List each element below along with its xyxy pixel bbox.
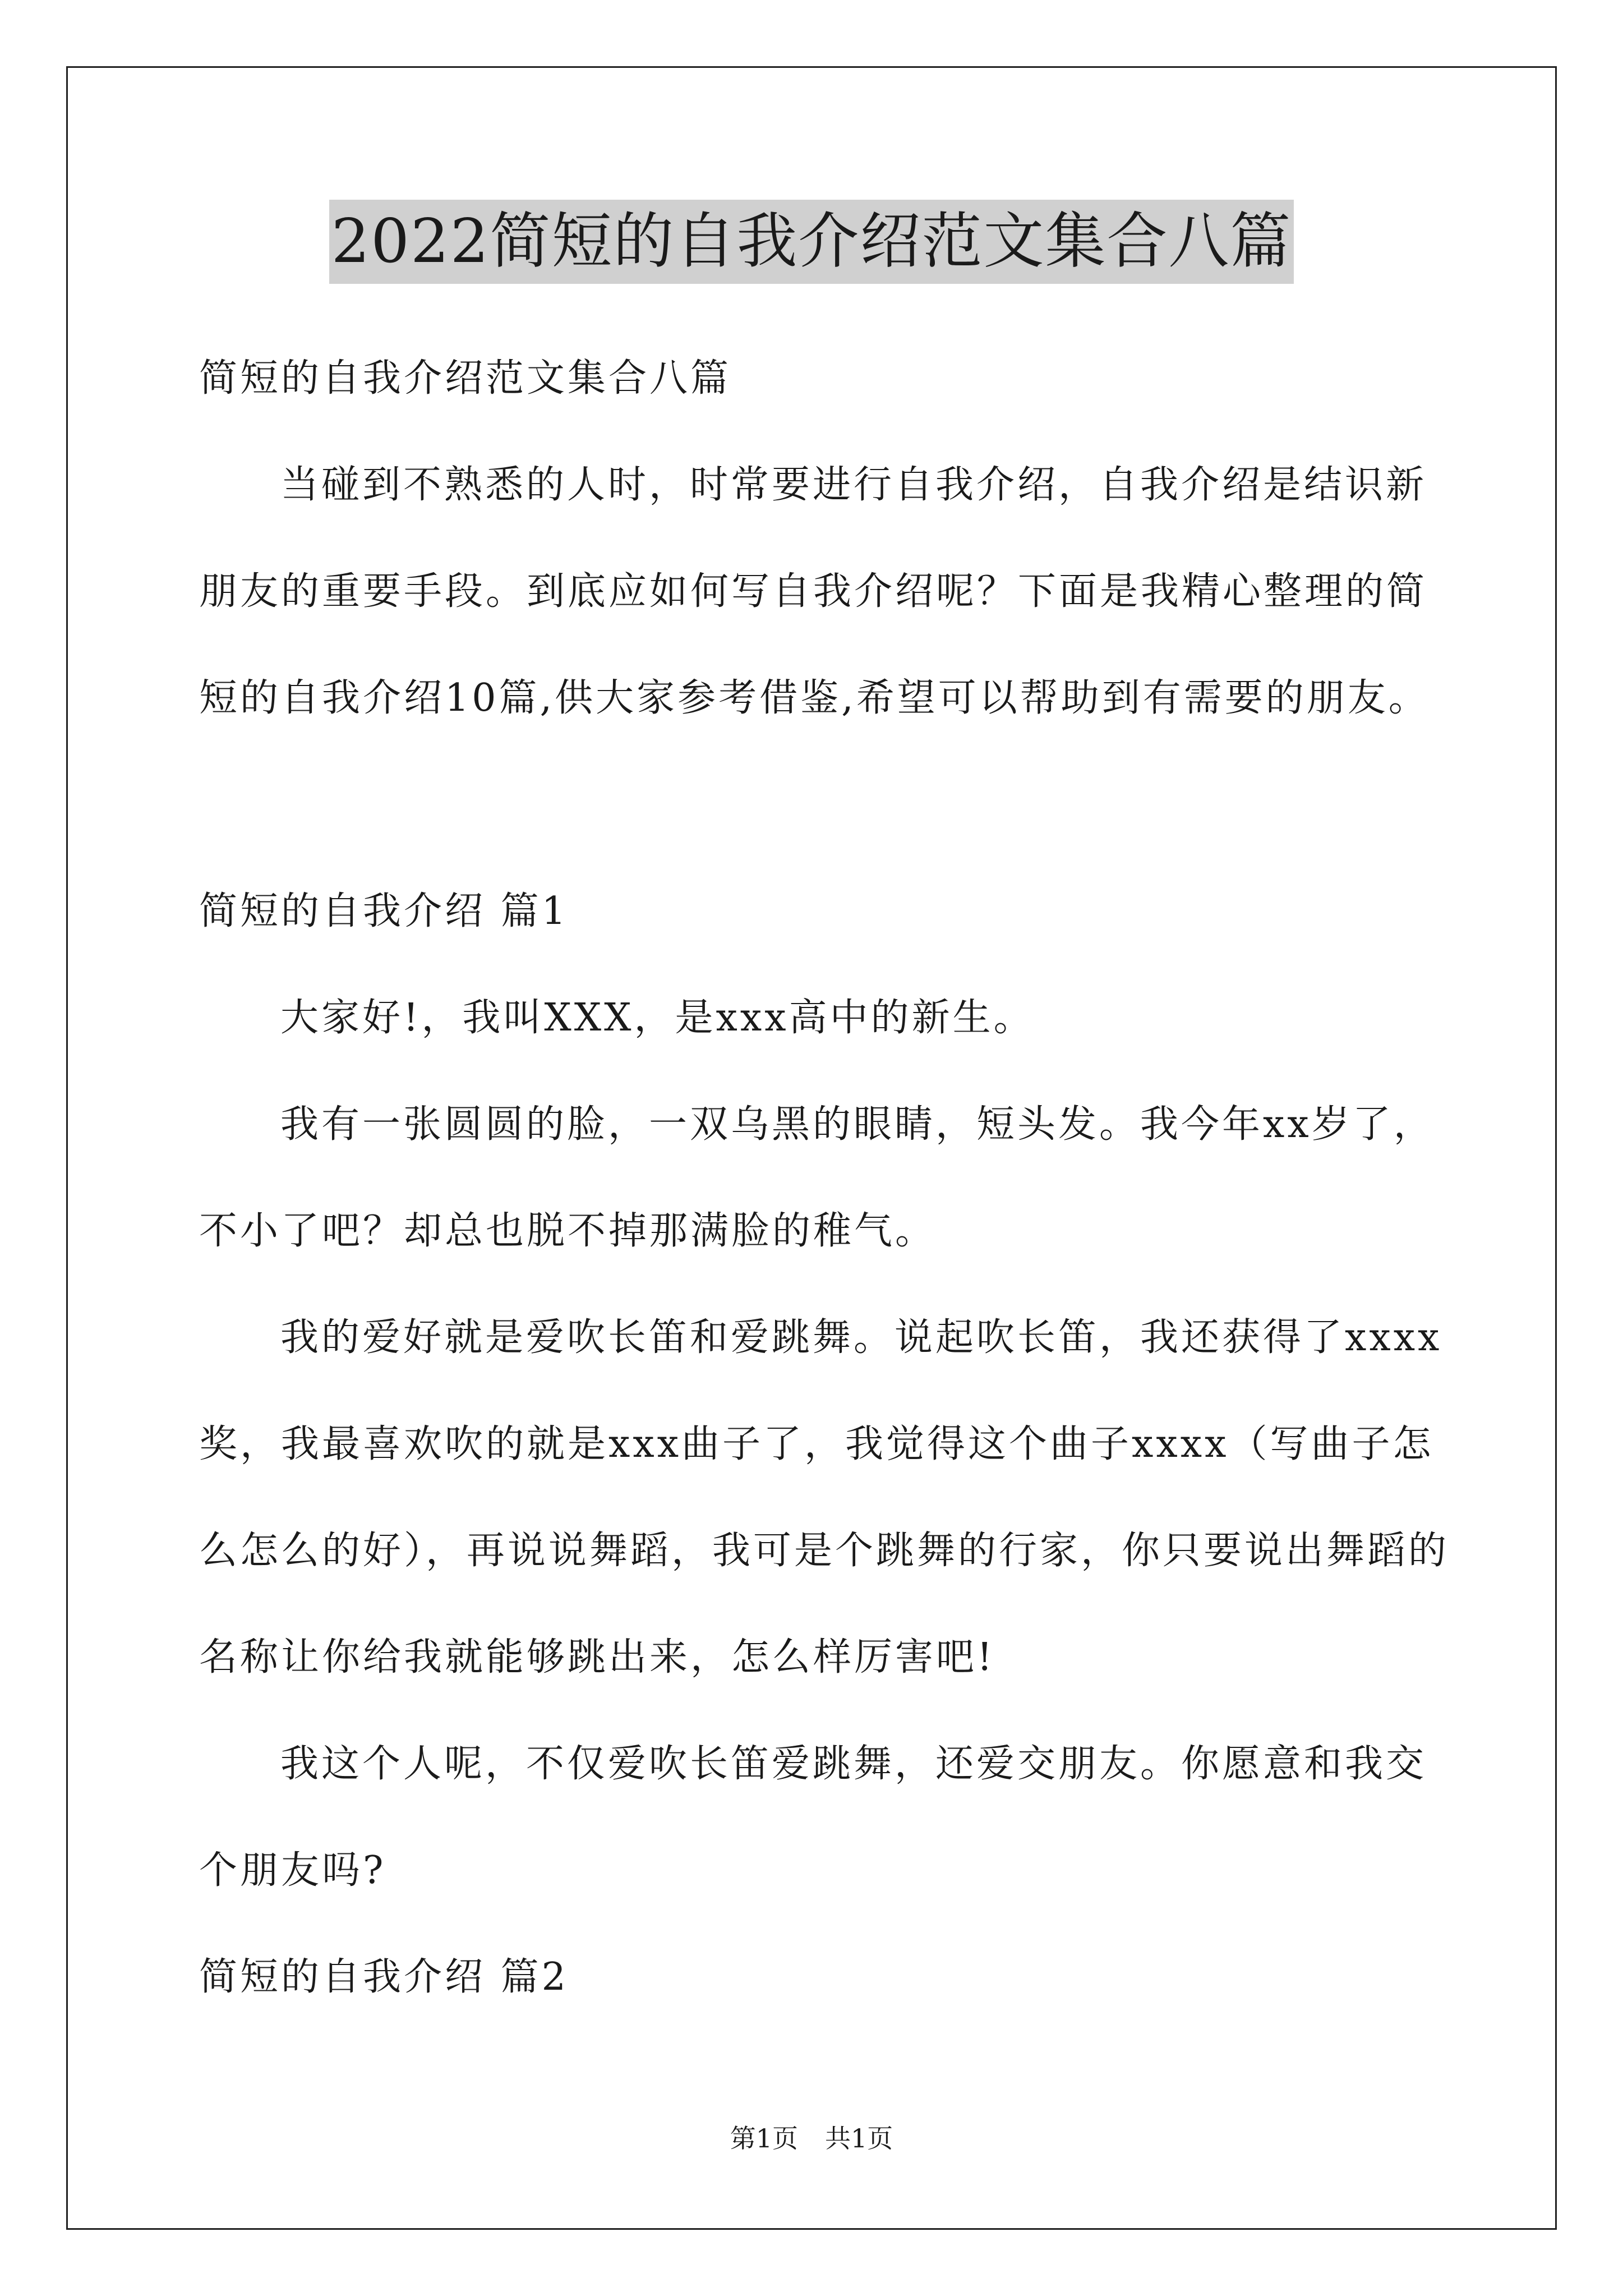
paragraph-line: 我的爱好就是爱吹长笛和爱跳舞。说起吹长笛，我还获得了xxxx [280, 1315, 1442, 1360]
section-heading-2: 简短的自我介绍 篇2 [199, 1955, 569, 1999]
paragraph-line: 个朋友吗? [199, 1848, 386, 1893]
page-total: 共1页 [825, 2123, 893, 2154]
paragraph-line: 大家好!，我叫XXX，是xxx高中的新生。 [280, 996, 1035, 1040]
page-number: 第1页 [730, 2123, 798, 2154]
paragraph-line: 么怎么的好），再说说舞蹈，我可是个跳舞的行家，你只要说出舞蹈的 [199, 1529, 1450, 1573]
page-footer [0, 2122, 1623, 2155]
document-title: 2022简短的自我介绍范文集合八篇 [329, 200, 1294, 284]
paragraph-line: 我这个人呢，不仅爱吹长笛爱跳舞，还爱交朋友。你愿意和我交 [280, 1742, 1427, 1786]
section-heading-1: 简短的自我介绍 篇1 [199, 889, 569, 933]
subtitle-line: 简短的自我介绍范文集合八篇 [199, 356, 732, 401]
intro-paragraph-line: 短的自我介绍10篇,供大家参考借鉴,希望可以帮助到有需要的朋友。 [199, 676, 1430, 720]
paragraph-line: 奖，我最喜欢吹的就是xxx曲子了，我觉得这个曲子xxxx（写曲子怎 [199, 1422, 1434, 1466]
paragraph-line: 不小了吧？却总也脱不掉那满脸的稚气。 [199, 1209, 937, 1253]
intro-paragraph-line: 当碰到不熟悉的人时，时常要进行自我介绍，自我介绍是结识新 [280, 463, 1427, 507]
title-container [0, 200, 1623, 284]
paragraph-line: 我有一张圆圆的脸，一双乌黑的眼睛，短头发。我今年xx岁了， [280, 1102, 1435, 1147]
paragraph-line: 名称让你给我就能够跳出来，怎么样厉害吧! [199, 1635, 995, 1680]
intro-paragraph-line: 朋友的重要手段。到底应如何写自我介绍呢？下面是我精心整理的简 [199, 569, 1428, 614]
